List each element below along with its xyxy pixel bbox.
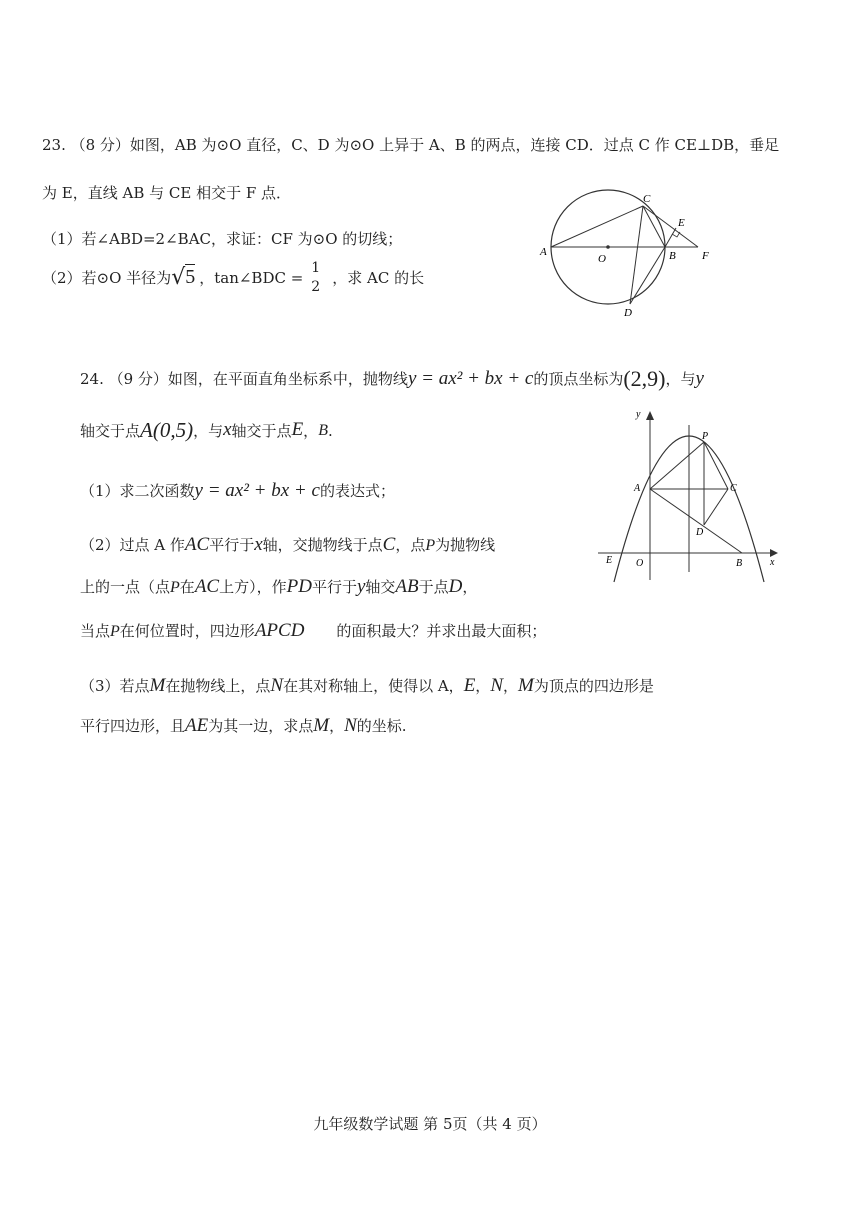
var-y-2: y (356, 576, 366, 597)
q24-part2-line3 (80, 620, 546, 643)
q23-line2: 为 E，直线 AB 与 CE 相交于 F 点． (42, 184, 292, 202)
var-x: x (223, 419, 232, 441)
label-d: D (696, 527, 704, 538)
label-p: P (702, 431, 709, 442)
label-e: E (606, 555, 613, 566)
q24-l2-text-d: ， (303, 421, 319, 440)
parabola-formula: y = ax² + bx + c (407, 367, 534, 389)
line-db (630, 247, 665, 304)
q24-p3l1-text-b: 在抛物线上，点 (165, 677, 271, 696)
label-f: F (702, 250, 709, 262)
q24-p2l2-text-e: 轴交 (365, 578, 396, 597)
point-a: A(0,5) (140, 418, 194, 442)
q23-circle-figure (536, 188, 726, 318)
q24-line2 (80, 418, 333, 443)
line-ab (650, 489, 742, 553)
q23-part2-text-a: （2）若⊙O 半径为 (42, 269, 172, 287)
q23-part2 (42, 256, 424, 300)
var-x-2: x (254, 534, 263, 555)
q24-p2l3-text-c: 的面积最大？并求出最大面积； (336, 622, 547, 641)
var-p: P (425, 536, 436, 554)
q24-p1-text: （1）求二次函数 (80, 482, 195, 501)
var-n: N (270, 675, 284, 696)
q24-p3l2-text-b: 为其一边，求点 (208, 717, 314, 736)
line-be-ext (665, 228, 676, 247)
q23-part2-text-b: ，tan∠BDC = (199, 269, 304, 287)
var-y: y (695, 367, 704, 389)
line-pc (704, 442, 728, 489)
label-b: B (669, 250, 676, 262)
q24-p3l2-text-c: ， (329, 717, 345, 736)
q24-p2l2-text-d: 平行于 (311, 578, 357, 597)
sqrt-radicand: 5 (185, 265, 196, 288)
label-c: C (643, 193, 651, 205)
vertex-coordinate: (2,9) (623, 366, 666, 391)
q24-line1 (80, 366, 704, 392)
q24-l1-text-b: 的顶点坐标为 (533, 370, 624, 389)
var-ab: AB (395, 576, 419, 597)
var-n-3: N (344, 715, 357, 736)
fraction-denominator: 2 (311, 279, 321, 295)
label-o: O (598, 253, 606, 265)
y-axis-arrow (646, 411, 654, 420)
var-c: C (382, 534, 396, 555)
var-e-2: E (463, 675, 476, 696)
line-pa (650, 442, 704, 489)
q24-part2-line1 (80, 534, 495, 557)
var-ac: AC (184, 534, 210, 555)
q24-p3l1-text-d: ， (475, 677, 491, 696)
q24-p2l3-text-b: 在何位置时，四边形 (119, 622, 255, 641)
q24-p3l2-text: 平行四边形，且 (80, 717, 186, 736)
label-o: O (636, 558, 644, 569)
q24-l1-text-c: ，与 (665, 370, 696, 389)
q24-p3l1-text-f: 为顶点的四边形是 (533, 677, 654, 696)
q24-p2l2-text-c: 上方），作 (219, 578, 287, 597)
var-b: B (318, 422, 328, 439)
q23-part2-text-c: ，求 AC 的长 (332, 269, 425, 287)
q24-l2-text-b: ，与 (193, 421, 224, 440)
label-a: A (540, 246, 547, 258)
q24-part3-line2 (80, 715, 407, 738)
label-c: C (730, 483, 737, 494)
sqrt-symbol: √ (171, 264, 186, 290)
label-a: A (634, 483, 641, 494)
x-axis-arrow (770, 549, 778, 557)
q24-p1-text-b: 的表达式； (319, 482, 395, 501)
q23-line1: 23. （8 分）如图，AB 为⊙O 直径，C、D 为⊙O 上异于 A、B 的两点，连接 CD．过点 C 作 CE⊥DB，垂足 (42, 136, 780, 154)
q24-p2l1-text-c: 轴，交抛物线于点 (262, 536, 383, 555)
var-p-3: P (110, 622, 120, 640)
var-m-2: M (518, 675, 534, 696)
q23-part1: （1）若∠ABD=2∠BAC，求证：CF 为⊙O 的切线； (42, 230, 403, 248)
line-cd (630, 206, 643, 304)
var-ae: AE (185, 715, 209, 736)
label-d: D (624, 307, 632, 318)
var-n-2: N (490, 675, 503, 696)
var-ac-2: AC (194, 576, 220, 597)
fraction-numerator: 1 (311, 260, 321, 277)
line-cf (643, 206, 698, 247)
q24-p3l1-text-c: 在其对称轴上，使得以 A， (283, 677, 464, 696)
q24-part3-line1 (80, 675, 654, 698)
var-p-2: P (170, 578, 180, 596)
q24-p3l1-text-e: ， (503, 677, 519, 696)
label-e: E (678, 217, 685, 229)
page-footer: 九年级数学试题 第 5页（共 4 页） (313, 1115, 547, 1133)
label-y: y (636, 409, 641, 420)
var-d: D (448, 576, 463, 597)
q24-part2-line2 (80, 576, 477, 599)
label-x: x (770, 557, 775, 568)
var-e: E (291, 419, 304, 441)
line-ac (551, 206, 643, 247)
var-apcd: APCD (254, 620, 305, 641)
q24-l2-text-c: 轴交于点 (231, 421, 292, 440)
q24-p2l2-text: 上的一点（点 (80, 578, 171, 597)
q24-l2-text-e: . (327, 421, 333, 440)
q24-l1-text: 24. （9 分）如图，在平面直角坐标系中，抛物线 (80, 370, 408, 389)
q24-p2l1-text-d: ，点 (395, 536, 426, 555)
q24-parabola-figure (596, 405, 780, 585)
q24-p2l2-text-g: ， (462, 578, 478, 597)
q24-p2l3-text: 当点 (80, 622, 111, 641)
q24-p2l1-text: （2）过点 A 作 (80, 536, 185, 555)
q24-p2l1-text-b: 平行于 (209, 536, 255, 555)
var-pd: PD (286, 576, 312, 597)
q24-part1 (80, 480, 395, 503)
q24-p2l2-text-b: 在 (179, 578, 195, 597)
q24-p2l1-text-e: 为抛物线 (435, 536, 496, 555)
q24-p3l2-text-d: 的坐标. (356, 717, 407, 736)
fraction (309, 259, 322, 297)
q24-p3l1-text: （3）若点 (80, 677, 150, 696)
var-m: M (149, 675, 166, 696)
parabola-formula-2: y = ax² + bx + c (194, 480, 320, 501)
var-m-3: M (313, 715, 330, 736)
q24-p2l2-text-f: 于点 (418, 578, 449, 597)
center-dot (606, 245, 610, 249)
q24-l2-text: 轴交于点 (80, 421, 141, 440)
line-cd (704, 489, 728, 525)
label-b: B (736, 558, 743, 569)
